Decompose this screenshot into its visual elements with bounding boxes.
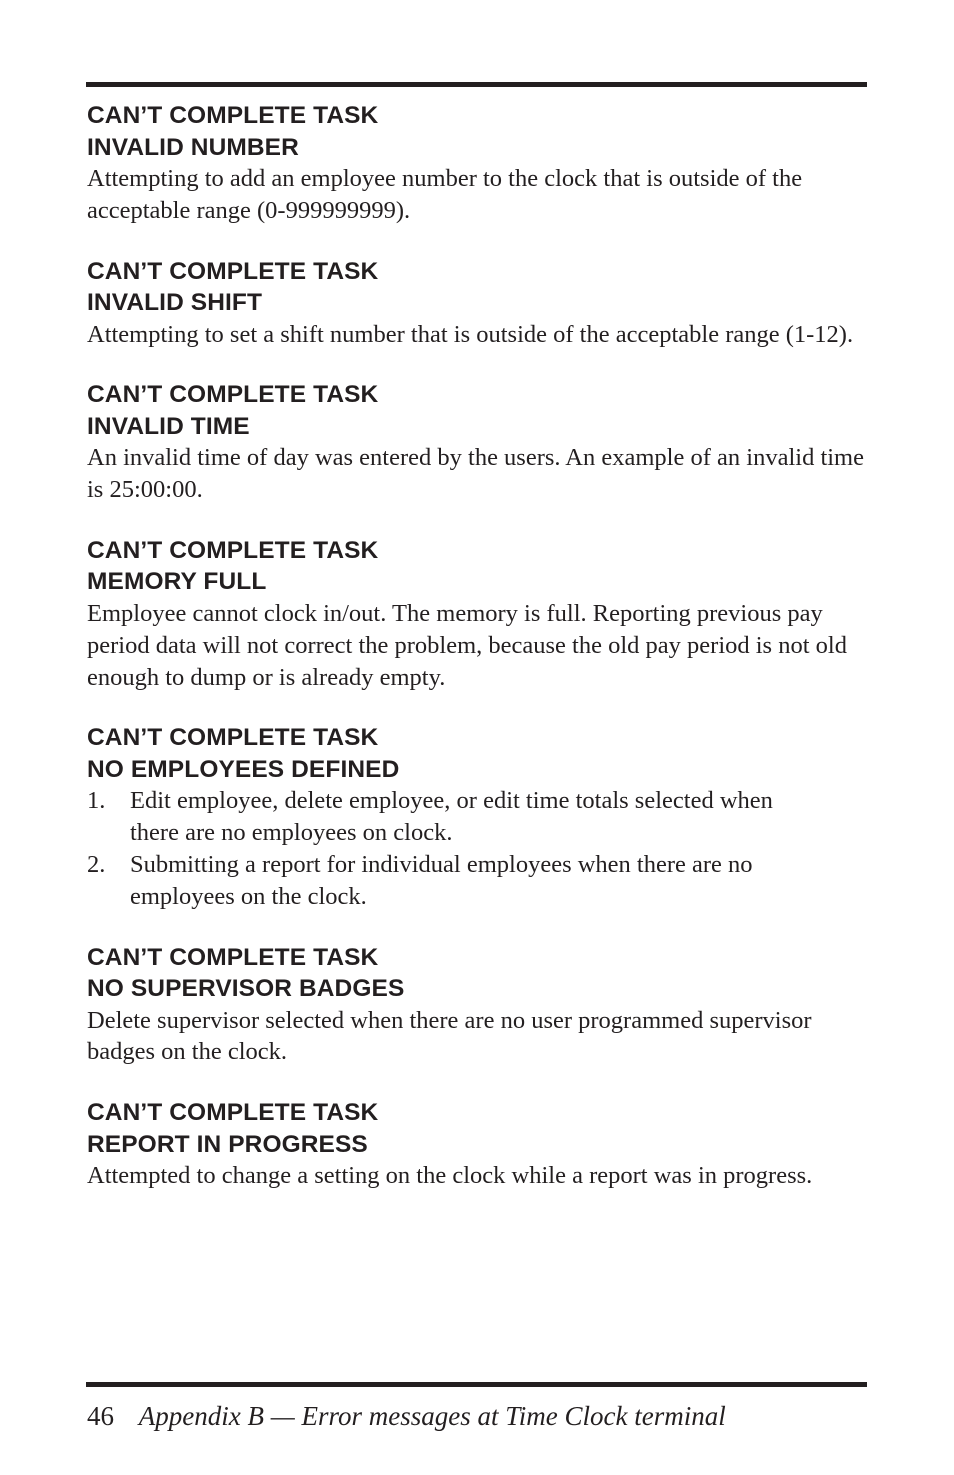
list-item-text: Edit employee, delete employee, or edit time totals selected when there are no employees on clock. <box>130 787 773 847</box>
entry-heading-line1: CAN’T COMPLETE TASK <box>87 381 379 409</box>
entry-heading-line1: CAN’T COMPLETE TASK <box>87 102 379 129</box>
entry-heading-line1: CAN’T COMPLETE TASK <box>87 724 379 752</box>
entry-heading-line2: INVALID NUMBER <box>87 133 299 161</box>
entry-heading-line2: MEMORY FULL <box>87 568 267 596</box>
entry-memory-full <box>87 535 867 693</box>
entry-description: Delete supervisor selected when there are no user programmed supervisor badges on the clock. <box>87 1006 812 1066</box>
entry-no-supervisor-badges <box>87 942 867 1069</box>
entry-heading-line2: NO EMPLOYEES DEFINED <box>87 755 400 783</box>
list-item <box>87 785 820 849</box>
entry-description: Attempting to set a shift number that is outside of the acceptable range (1-12). <box>87 320 854 348</box>
entry-heading-line1: CAN’T COMPLETE TASK <box>87 257 379 285</box>
bottom-rule <box>86 1382 867 1387</box>
footer-title: Appendix B — Error messages at Time Clock terminal <box>138 1401 726 1431</box>
entry-report-in-progress <box>87 1097 867 1192</box>
entry-heading-line1: CAN’T COMPLETE TASK <box>87 536 379 564</box>
entry-description: Employee cannot clock in/out. The memory is full. Reporting previous pay period data will not correct the problem, because the old pay period is not old enough to dump or is already empty. <box>87 599 847 691</box>
error-message-list <box>87 100 867 1221</box>
entry-heading-line2: INVALID TIME <box>87 412 250 440</box>
entry-description: An invalid time of day was entered by the users. An example of an invalid time is 25:00:00. <box>87 444 864 504</box>
list-item-number: 1. <box>87 787 106 815</box>
entry-heading-line1: CAN’T COMPLETE TASK <box>87 1099 379 1127</box>
entry-description: Attempted to change a setting on the clock while a report was in progress. <box>87 1162 813 1190</box>
entry-heading-line2: REPORT IN PROGRESS <box>87 1130 368 1158</box>
list-item-text: Submitting a report for individual employees when there are no employees on the clock. <box>130 850 753 910</box>
entry-no-employees-defined <box>87 722 867 912</box>
entry-invalid-number <box>87 100 867 227</box>
entry-invalid-shift <box>87 256 867 351</box>
list-item-number: 2. <box>87 850 106 878</box>
entry-description: Attempting to add an employee number to the clock that is outside of the acceptable range (0-999999999). <box>87 165 803 224</box>
entry-heading-line2: INVALID SHIFT <box>87 289 263 317</box>
list-item <box>87 849 820 913</box>
top-rule <box>86 82 867 87</box>
page-number: 46 <box>87 1401 114 1431</box>
entry-invalid-time <box>87 379 867 506</box>
page-footer <box>87 1399 726 1433</box>
cause-list <box>87 785 867 912</box>
entry-heading-line1: CAN’T COMPLETE TASK <box>87 943 379 971</box>
entry-heading-line2: NO SUPERVISOR BADGES <box>87 975 405 1003</box>
